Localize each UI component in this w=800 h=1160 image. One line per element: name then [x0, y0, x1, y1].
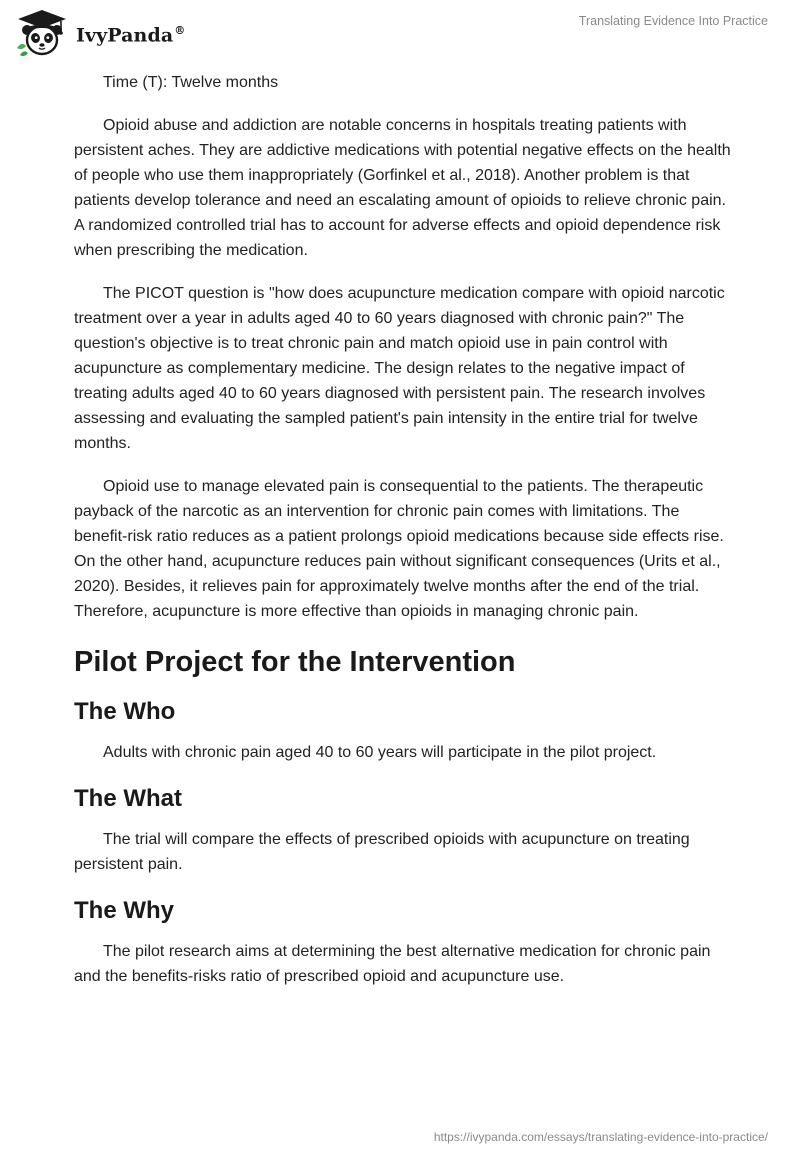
paragraph-opioid-use: Opioid use to manage elevated pain is consequential to the patients. The therapeutic payback of the narcotic as an intervention for chronic pain comes with limitations. The benefit-risk ratio reduces as a patient prolongs opioid medications because side effects rise. On the other hand, acupuncture reduces pain without significant consequences (Urits et al., 2020). Besides, it relieves pain for approximately twelve months after the end of the trial. Therefore, acupuncture is more effective than opioids in managing chronic pain. [74, 478, 724, 620]
paragraph-opioid-abuse: Opioid abuse and addiction are notable concerns in hospitals treating patients with persistent aches. They are addictive medications with potential negative effects on the health of people who use them inappropriately (Gorfinkel et al., 2018). Another problem is that patients develop tolerance and need an escalating amount of opioids to relieve chronic pain. A randomized controlled trial has to account for adverse effects and opioid dependence risk when prescribing the medication. [74, 117, 731, 259]
paragraph-the-who: Adults with chronic pain aged 40 to 60 years will participate in the pilot project. [103, 744, 657, 761]
paragraph-the-why: The pilot research aims at determining the best alternative medication for chronic pain and the benefits-risks ratio of prescribed opioid and acupuncture use. [74, 943, 711, 985]
logo-text: IvyPanda® [76, 23, 186, 47]
section-heading-pilot-project: Pilot Project for the Intervention [74, 646, 516, 678]
page-header [14, 8, 768, 58]
paragraph-the-what: The trial will compare the effects of prescribed opioids with acupuncture on treating persistent pain. [74, 831, 690, 873]
subheading-the-why: The Why [74, 897, 174, 924]
subheading-the-what: The What [74, 785, 182, 812]
source-url[interactable]: https://ivypanda.com/essays/translating-evidence-into-practice/ [433, 1130, 768, 1144]
paragraph-picot-question: The PICOT question is "how does acupuncture medication compare with opioid narcotic treatment over a year in adults aged 40 to 60 years diagnosed with chronic pain?" The question's objective is to treat chronic pain and match opioid use in pain control with acupuncture as complementary medicine. The design relates to the negative impact of treating adults aged 40 to 60 years diagnosed with persistent pain. The research involves assessing and evaluating the sampled patient's pain intensity in the entire trial for twelve months. [74, 285, 725, 452]
picot-time-line: Time (T): Twelve months [103, 74, 279, 91]
document-title: Translating Evidence Into Practice [578, 14, 768, 28]
ivypanda-logo[interactable] [14, 8, 185, 58]
essay-body [74, 70, 734, 1007]
subheading-the-who: The Who [74, 698, 176, 725]
panda-graduate-icon [14, 8, 70, 58]
